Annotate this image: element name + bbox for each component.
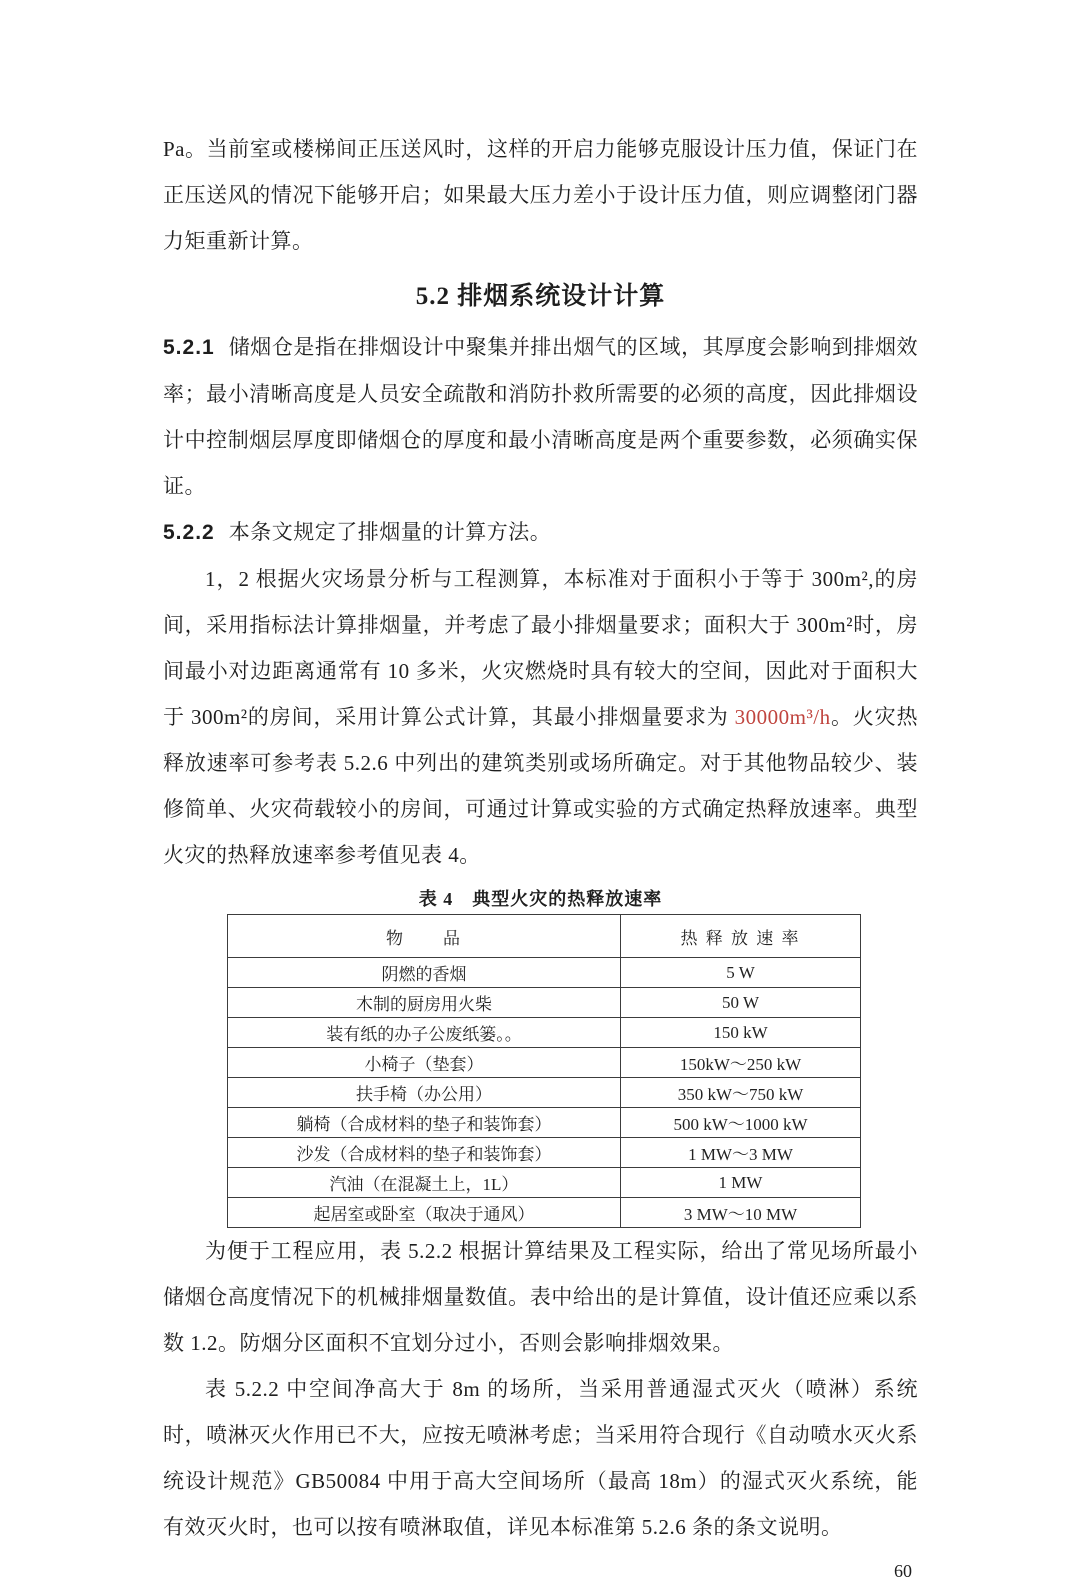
table-row: [228, 958, 861, 988]
table-header-rate: 热 释 放 速 率: [621, 915, 861, 958]
rate-cell: 150kW～250 kW: [621, 1048, 861, 1078]
paragraph-text: 。火灾热释放速率可参考表 5.2.6 中列出的建筑类别或场所确定。对于其他物品较少、装修简单、火灾荷载较小的房间，可通过计算或实验的方式确定热释放速率。典型火灾的热释放速率参考值见表 4。: [163, 705, 918, 867]
paragraph-text: 1，2 根据火灾场景分析与工程测算，本标准对于面积小于等于 300m²,的房间，采用指标法计算排烟量，并考虑了最小排烟量要求；面积大于 300m²时，房间最小对边距离通常有 10 多米，火灾燃烧时具有较大的空间，因此对于面积大于 300m²的房间，采用计算公式计算，其最小排烟量要求为: [163, 567, 918, 729]
rate-cell: 500 kW～1000 kW: [621, 1108, 861, 1138]
table-caption: 表 4 典型火灾的热释放速率: [418, 889, 663, 909]
rate-cell: 1 MW: [621, 1168, 861, 1198]
smoke-volume-paragraph: [163, 556, 918, 878]
clause-number: 5.2.2: [163, 521, 215, 544]
clause-text: 储烟仓是指在排烟设计中聚集并排出烟气的区域，其厚度会影响到排烟效率；最小清晰高度是人员安全疏散和消防扑救所需要的必须的高度，因此排烟设计中控制烟层厚度即储烟仓的厚度和最小清晰高度是两个重要参数，必须确实保证。: [163, 335, 918, 498]
rate-cell: 5 W: [621, 958, 861, 988]
table-row: [228, 1168, 861, 1198]
table-header-item: 物 品: [228, 915, 621, 958]
table-row: [228, 1138, 861, 1168]
rate-cell: 3 MW～10 MW: [621, 1198, 861, 1228]
table-row: [228, 1078, 861, 1108]
table-body: [228, 958, 861, 1228]
rate-cell: 50 W: [621, 988, 861, 1018]
table-row: [228, 988, 861, 1018]
clause-5-2-2: [163, 509, 918, 556]
item-cell: 沙发（合成材料的垫子和装饰套）: [228, 1138, 621, 1168]
page-number: 60: [894, 1561, 912, 1581]
item-cell: 扶手椅（办公用）: [228, 1078, 621, 1108]
table-header-row: [228, 915, 861, 958]
rate-cell: 150 kW: [621, 1018, 861, 1048]
section-title: 5.2 排烟系统设计计算: [415, 283, 666, 310]
table-row: [228, 1018, 861, 1048]
highlighted-smoke-rate: 30000m³/h: [734, 705, 831, 729]
engineering-application-paragraph: 为便于工程应用，表 5.2.2 根据计算结果及工程实际，给出了常见场所最小储烟仓高度情况下的机械排烟量数值。表中给出的是计算值，设计值还应乘以系数 1.2。防烟分区面积不宜划分过小，否则会影响排烟效果。: [163, 1239, 918, 1355]
item-cell: 装有纸的办子公废纸篓。。: [228, 1018, 621, 1048]
table-row: [228, 1048, 861, 1078]
item-cell: 躺椅（合成材料的垫子和装饰套）: [228, 1108, 621, 1138]
table-row: [228, 1198, 861, 1228]
intro-paragraph: Pa。当前室或楼梯间正压送风时，这样的开启力能够克服设计压力值，保证门在正压送风的情况下能够开启；如果最大压力差小于设计压力值，则应调整闭门器力矩重新计算。: [163, 137, 918, 253]
item-cell: 木制的厨房用火柴: [228, 988, 621, 1018]
clause-5-2-1: [163, 324, 918, 509]
item-cell: 起居室或卧室（取决于通风）: [228, 1198, 621, 1228]
clause-text: 本条文规定了排烟量的计算方法。: [228, 520, 552, 544]
heat-release-rate-table: [227, 914, 861, 1228]
table-row: [228, 1108, 861, 1138]
sprinkler-paragraph: 表 5.2.2 中空间净高大于 8m 的场所，当采用普通湿式灭火（喷淋）系统时，喷淋灭火作用已不大，应按无喷淋考虑；当采用符合现行《自动喷水灭火系统设计规范》GB50084 中用于高大空间场所（最高 18m）的湿式灭火系统，能有效灭火时，也可以按有喷淋取值，详见本标准第 5.2.6 条的条文说明。: [163, 1377, 918, 1539]
item-cell: 阴燃的香烟: [228, 958, 621, 988]
rate-cell: 350 kW～750 kW: [621, 1078, 861, 1108]
item-cell: 小椅子（垫套）: [228, 1048, 621, 1078]
clause-number: 5.2.1: [163, 336, 215, 359]
item-cell: 汽油（在混凝土上，1L）: [228, 1168, 621, 1198]
rate-cell: 1 MW～3 MW: [621, 1138, 861, 1168]
